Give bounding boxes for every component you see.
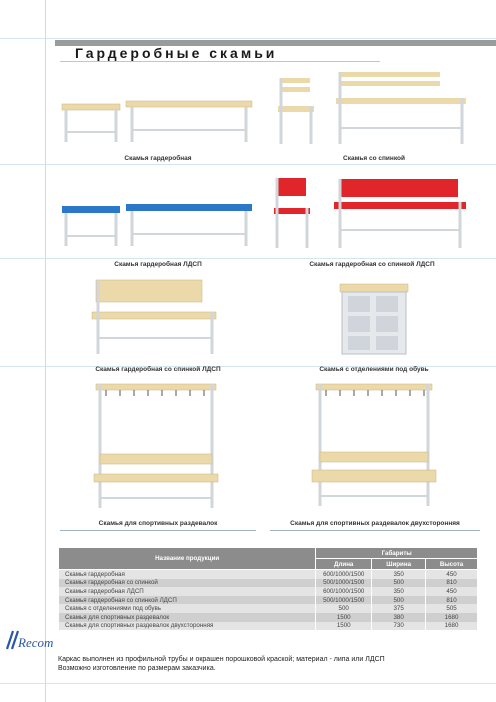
cell-width: 375 [372,604,426,613]
margin-guide-vertical [45,0,46,702]
cell-width: 730 [372,622,426,631]
cell-name: Скамья гардеробная ЛДСП [59,587,316,596]
spec-table [58,547,478,630]
cell-name: Скамья с отделениями под обувь [59,604,316,613]
cell-width: 500 [372,596,426,605]
table-header-row [59,548,478,559]
cell-height: 450 [426,587,478,596]
guide-line [0,683,496,684]
table-row [59,587,478,596]
header-length: Длина [316,559,372,570]
caption-bench-back-ldsp: Скамья гардеробная со спинкой ЛДСП [309,261,435,268]
table-row [59,579,478,588]
product-image-sports-bench [92,382,222,512]
product-image-shoe-bench [338,282,410,356]
cell-length: 500 [316,604,372,613]
cell-name: Скамья для спортивных раздевалок [59,613,316,622]
caption-bench-back: Скамья со спинкой [343,155,405,162]
caption-shoe-bench: Скамья с отделениями под обувь [319,366,429,373]
recom-logo [4,627,54,653]
cell-length: 1500 [316,622,372,631]
caption-underline [270,530,480,531]
header-dimensions: Габариты [316,548,478,559]
cell-name: Скамья гардеробная со спинкой ЛДСП [59,596,316,605]
cell-width: 350 [372,587,426,596]
product-image-bench-ldsp [60,200,256,250]
logo-text: Recom [18,635,54,650]
cell-length: 600/1000/1500 [316,570,372,579]
page-title: Гардеробные скамьи [75,45,278,61]
cell-height: 810 [426,596,478,605]
cell-height: 810 [426,579,478,588]
cell-length: 1500 [316,613,372,622]
product-image-bench-back [276,70,472,148]
cell-height: 505 [426,604,478,613]
product-image-bench-back-ldsp-natural [88,278,222,358]
cell-name: Скамья гардеробная [59,570,316,579]
cell-width: 380 [372,613,426,622]
cell-length: 500/1000/1500 [316,579,372,588]
cell-length: 500/1000/1500 [316,596,372,605]
cell-height: 450 [426,570,478,579]
cell-height: 1680 [426,613,478,622]
header-height: Высота [426,559,478,570]
table-row [59,622,478,631]
table-row [59,570,478,579]
product-image-sports-bench-double [310,382,440,512]
table-row [59,596,478,605]
product-image-bench-back-ldsp [272,176,472,252]
cell-name: Скамья гардеробная со спинкой [59,579,316,588]
caption-bench-ldsp: Скамья гардеробная ЛДСП [114,261,202,268]
caption-sports-bench-double: Скамья для спортивных раздевалок двухсторонняя [290,520,460,527]
cell-length: 600/1000/1500 [316,587,372,596]
table-row [59,613,478,622]
caption-sports-bench: Скамья для спортивных раздевалок [98,520,218,527]
product-image-bench [60,98,256,146]
cell-name: Скамья для спортивных раздевалок двухсторонняя [59,622,316,631]
caption-bench-back-ldsp-2: Скамья гардеробная со спинкой ЛДСП [95,366,221,373]
title-underline [60,61,380,62]
footer-note-material: Каркас выполнен из профильной трубы и окрашен порошковой краской; материал - липа или ЛДСП [58,656,385,663]
cell-width: 500 [372,579,426,588]
footer-note-custom: Возможно изготовление по размерам заказчика. [58,665,216,672]
guide-line [0,38,496,39]
guide-line [0,164,496,165]
table-row [59,604,478,613]
cell-height: 1680 [426,622,478,631]
header-product-name: Название продукции [59,548,316,570]
caption-bench: Скамья гардеробная [124,155,192,162]
guide-line [0,258,496,259]
caption-underline [60,530,256,531]
header-width: Ширина [372,559,426,570]
cell-width: 350 [372,570,426,579]
